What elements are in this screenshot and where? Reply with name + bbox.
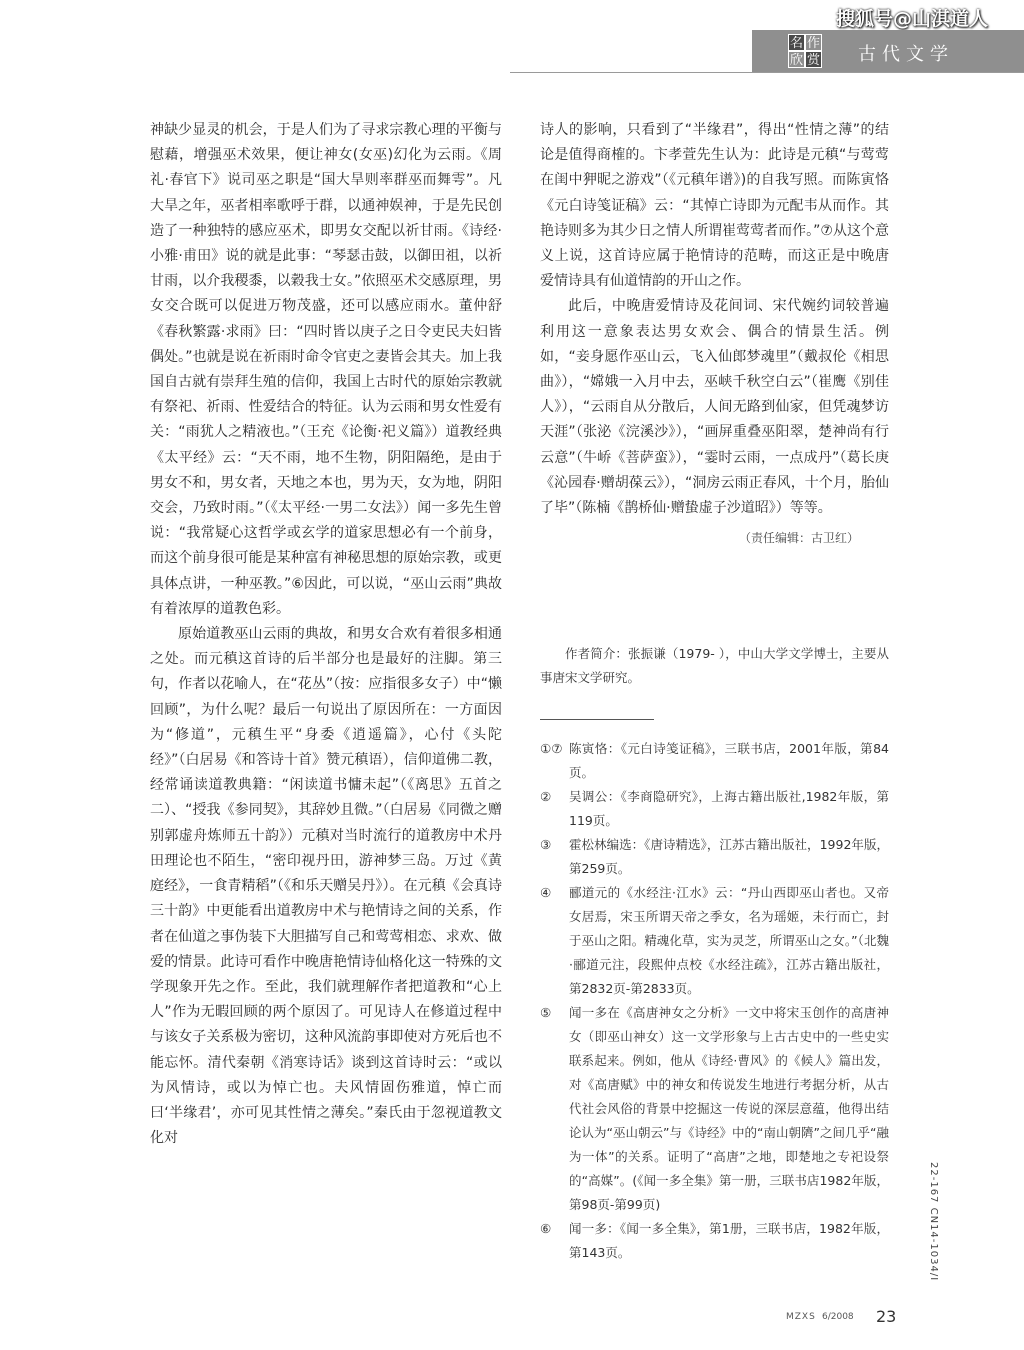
author-bio: 作者简介：张振谦（1979- ），中山大学文学博士，主要从事唐宋文学研究。 [540,646,889,685]
footer-journal-code: MZXS [786,1312,816,1322]
body-paragraph: 原始道教巫山云雨的典故，和男女合欢有着很多相通之处。而元稹这首诗的后半部分也是最好的注脚。第三句，作者以花喻人，在“花丛”（按：应指很多女子）中“懒回顾”，为什么呢？最后一句说出了原因所在：一方面因为“修道”，元稹生平“身委《逍遥篇》，心付《头陀经》”（白居易《和答诗十首》赞元稹语），信仰道佛二教，经常诵读道教典籍：“闲读道书慵未起”（《离思》五首之二）、“授我《参同契》，其辞妙且微。”（白居易《同微之赠别郭虚舟炼师五十韵》）元稹对当时流行的道教房中术丹田理论也不陌生，“密印视丹田，游神梦三岛。万过《黄庭经》，一食青精稻”（《和乐天赠吴丹》）。在元稹《会真诗三十韵》中更能看出道教房中术与艳情诗之间的关系，作者在仙道之事伪装下大胆描写自己和莺莺相恋、求欢、做爱的情景。此诗可看作中晚唐艳情诗仙格化这一特殊的文学现象开先之作。至此，我们就理解作者把道教和“心上人”作为无暇回顾的两个原因了。可见诗人在修道过程中与该女子关系极为密切，这种风流韵事即使对方死后也不能忘怀。清代秦朝《消寒诗话》谈到这首诗时云：“或以为风情诗，或以为悼亡也。夫风情固伤雅道，悼亡而曰‘半缘君’，亦可见其性情之薄矣。”秦氏由于忽视道教文化对 [150,626,502,1147]
body-paragraph: 此后，中晚唐爱情诗及花间词、宋代婉约词较普遍利用这一意象表达男女欢会、偶合的情景生活。例如，“妾身愿作巫山云，飞入仙郎梦魂里”（戴叔伦《相思曲》），“嫦娥一入月中去，巫峡千秋空白云”（崔鹰《别佳人》），“云雨自从分散后，人间无路到仙家，但凭魂梦访天涯”（张泌《浣溪沙》），“画屏重叠巫阳翠，楚神尚有行云意”（牛峤《菩萨蛮》），“霎时云雨，一点成丹”（葛长庚《沁园春·赠胡葆云》），“洞房云雨正春风，十个月，胎仙了毕”（陈楠《鹊桥仙·赠蛰虚子沙道昭》）等等。 [540,298,889,517]
header-divider [510,72,1024,73]
footnote-text: 闻一多在《高唐神女之分析》一文中将宋玉创作的高唐神女（即巫山神女）这一文学形象与上古古史中的一些史实联系起来。例如，他从《诗经·曹风》的《候人》篇出发，对《高唐赋》中的神女和传说发生地进行考据分析，从古代社会风俗的背景中挖掘这一传说的深层意蕴，他得出结论认为“巫山朝云”与《诗经》中的“南山朝隮”之间几乎“融为一体”的关系。证明了“高唐”之地，即楚地之专祀设祭的“高媒”。(《闻一多全集》第一册，三联书店1982年版，第98页-第99页) [569,1005,889,1212]
logo-char-3: 欣 [789,53,803,68]
footnote-item [540,881,889,1001]
section-title: 古代文学 [858,44,954,65]
footnote-text: 陈寅恪：《元白诗笺证稿》，三联书店，2001年版，第84页。 [569,741,889,780]
footnote-item [540,1217,889,1265]
footnotes-list [540,737,889,1265]
side-publication-code [928,1162,958,1282]
page-number: 23 [876,1307,897,1326]
footnote-number: ①⑦ [540,741,563,756]
left-column [150,118,502,1151]
footnote-text: 闻一多：《闻一多全集》，第1册，三联书店，1982年版，第143页。 [569,1221,889,1260]
side-code-text: 22-167 CN14-1034/I [928,1162,939,1282]
footnote-number: ② [540,789,552,804]
footnote-number: ⑥ [540,1221,552,1236]
footnote-text: 郦道元的《水经注·江水》云：“丹山西即巫山者也。又帝女居焉，宋玉所谓天帝之季女，名为瑶姬，未行而亡，封于巫山之阳。精魂化草，实为灵芝，所谓巫山之女。”（北魏·郦道元注，段熙仲点校《水经注疏》，江苏古籍出版社，第2832页-第2833页。 [569,885,889,996]
footnote-text: 霍松林编选：《唐诗精选》，江苏古籍出版社，1992年版，第259页。 [569,837,889,876]
footnote-number: ④ [540,885,552,900]
section-logo [788,34,822,68]
footnote-item [540,833,889,881]
footnote-item [540,1001,889,1217]
footnote-item [540,785,889,833]
right-column [540,118,889,547]
footnote-text: 吴调公：《李商隐研究》，上海古籍出版社,1982年版，第119页。 [569,789,889,828]
footnote-divider [540,719,654,720]
logo-char-2: 作 [806,36,820,51]
body-paragraph: 诗人的影响，只看到了“半缘君”，得出“性情之薄”的结论是值得商榷的。卞孝萱先生认为：此诗是元稹“与莺莺在闺中狎昵之游戏”（《元稹年谱》)的自我写照。而陈寅恪《元白诗笺证稿》云：“其悼亡诗即为元配韦从而作。其艳诗则多为其少日之情人所谓崔莺莺者而作。”⑦从这个意义上说，这首诗应属于艳情诗的范畴，而这正是中晚唐爱情诗具有仙道情韵的开山之作。 [540,122,889,290]
footnote-number: ⑤ [540,1005,552,1020]
footer-issue: 6/2008 [822,1312,854,1322]
logo-char-1: 名 [789,36,803,51]
logo-char-4: 赏 [806,53,820,68]
editor-credit: （责任编辑：古卫红） [738,531,859,546]
footnote-item [540,737,889,785]
footnote-number: ③ [540,837,552,852]
body-paragraph: 神缺少显灵的机会，于是人们为了寻求宗教心理的平衡与慰藉，增强巫术效果，便让神女(女巫)幻化为云雨。《周礼·春官下》说司巫之职是“国大旱则率群巫而舞雩”。凡大旱之年，巫者相率歌呼于群，以通神娱神，于是先民创造了一种独特的感应巫术，即男女交配以祈甘雨。《诗经·小雅·甫田》说的就是此事：“琴瑟击鼓，以御田祖，以祈甘雨，以介我稷黍，以穀我士女。”依照巫术交感原理，男女交合既可以促进万物茂盛，还可以感应雨水。董仲舒《春秋繁露·求雨》曰：“四时皆以庚子之日令吏民夫妇皆偶处。”也就是说在祈雨时命令官吏之妻皆会其夫。加上我国自古就有崇拜生殖的信仰，我国上古时代的原始宗教就有祭祀、祈雨、性爱结合的特征。认为云雨和男女性爱有关：“雨犹人之精液也。”（王充《论衡·祀义篇》）道教经典《太平经》云：“天不雨，地不生物，阴阳隔绝，是由于男女不和，男女者，天地之本也，男为天，女为地，阴阳交会，乃致时雨。”（《太平经·一男二女法》）闻一多先生曾说：“我常疑心这哲学或玄学的道家思想必有一个前身，而这个前身很可能是某种富有神秘思想的原始宗教，或更具体点讲，一种巫教。”⑥因此，可以说，“巫山云雨”典故有着浓厚的道教色彩。 [150,122,502,617]
watermark-text: 搜狐号@山淇道人 [836,8,989,30]
